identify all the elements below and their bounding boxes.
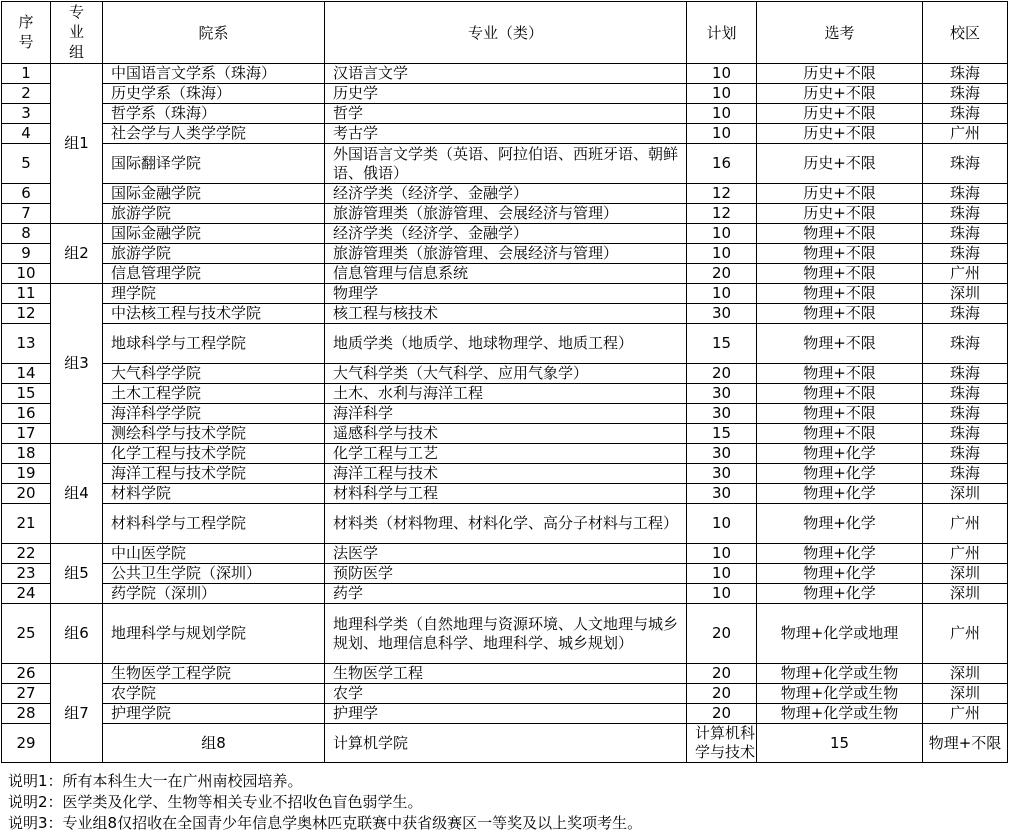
cell-seq: 9 bbox=[2, 244, 51, 264]
cell-seq: 17 bbox=[2, 424, 51, 444]
cell-campus: 珠海 bbox=[923, 424, 1008, 444]
cell-plan: 16 bbox=[687, 144, 757, 184]
cell-plan: 10 bbox=[687, 124, 757, 144]
cell-dept: 历史学系（珠海） bbox=[103, 84, 325, 104]
cell-major: 法医学 bbox=[325, 544, 687, 564]
cell-plan: 10 bbox=[687, 224, 757, 244]
cell-dept: 材料科学与工程学院 bbox=[103, 504, 325, 544]
cell-campus: 珠海 bbox=[923, 304, 1008, 324]
cell-subject: 物理+不限 bbox=[757, 304, 923, 324]
cell-seq: 23 bbox=[2, 564, 51, 584]
cell-major: 外国语言文学类（英语、阿拉伯语、西班牙语、朝鲜语、俄语） bbox=[325, 144, 687, 184]
cell-dept: 海洋科学学院 bbox=[103, 404, 325, 424]
cell-plan: 20 bbox=[687, 604, 757, 664]
cell-campus: 珠海 bbox=[923, 64, 1008, 84]
cell-subject: 物理+化学或地理 bbox=[757, 604, 923, 664]
header-major: 专业（类） bbox=[325, 2, 687, 64]
cell-group: 组1 bbox=[51, 64, 103, 224]
cell-campus: 珠海 bbox=[923, 324, 1008, 364]
cell-plan: 15 bbox=[687, 324, 757, 364]
cell-dept: 公共卫生学院（深圳） bbox=[103, 564, 325, 584]
cell-campus: 广州 bbox=[923, 604, 1008, 664]
cell-group: 组6 bbox=[51, 604, 103, 664]
cell-seq: 29 bbox=[2, 724, 51, 763]
cell-plan: 20 bbox=[687, 664, 757, 684]
cell-plan: 10 bbox=[687, 84, 757, 104]
cell-campus: 珠海 bbox=[923, 104, 1008, 124]
cell-subject: 历史+不限 bbox=[757, 124, 923, 144]
cell-dept: 社会学与人类学学院 bbox=[103, 124, 325, 144]
cell-dept: 海洋工程与技术学院 bbox=[103, 464, 325, 484]
cell-campus: 广州 bbox=[923, 504, 1008, 544]
cell-seq: 24 bbox=[2, 584, 51, 604]
cell-dept: 旅游学院 bbox=[103, 204, 325, 224]
cell-seq: 15 bbox=[2, 384, 51, 404]
table-row bbox=[2, 404, 1008, 424]
cell-dept: 信息管理学院 bbox=[103, 264, 325, 284]
cell-subject: 物理+不限 bbox=[757, 324, 923, 364]
cell-group: 组2 bbox=[51, 224, 103, 284]
cell-campus: 珠海 bbox=[923, 184, 1008, 204]
table-row bbox=[2, 224, 1008, 244]
table-body bbox=[2, 64, 1008, 763]
cell-dept: 材料学院 bbox=[103, 484, 325, 504]
cell-major: 化学工程与工艺 bbox=[325, 444, 687, 464]
cell-seq: 19 bbox=[2, 464, 51, 484]
cell-seq: 11 bbox=[2, 284, 51, 304]
cell-campus: 珠海 bbox=[923, 404, 1008, 424]
note-1: 说明1：所有本科生大一在广州南校园培养。 bbox=[8, 772, 303, 790]
cell-major: 生物医学工程 bbox=[325, 664, 687, 684]
table-row bbox=[2, 184, 1008, 204]
cell-plan: 10 bbox=[687, 544, 757, 564]
cell-subject: 历史+不限 bbox=[757, 184, 923, 204]
cell-subject: 物理+化学 bbox=[757, 464, 923, 484]
cell-subject: 物理+化学 bbox=[757, 484, 923, 504]
cell-seq: 28 bbox=[2, 704, 51, 724]
cell-dept: 生物医学工程学院 bbox=[103, 664, 325, 684]
cell-group: 组4 bbox=[51, 444, 103, 544]
cell-dept: 旅游学院 bbox=[103, 244, 325, 264]
cell-major: 药学 bbox=[325, 584, 687, 604]
cell-dept: 化学工程与技术学院 bbox=[103, 444, 325, 464]
cell-plan: 30 bbox=[687, 384, 757, 404]
cell-campus: 珠海 bbox=[923, 244, 1008, 264]
cell-major: 农学 bbox=[325, 684, 687, 704]
cell-major: 汉语言文学 bbox=[325, 64, 687, 84]
cell-subject: 物理+化学 bbox=[757, 564, 923, 584]
cell-major: 核工程与核技术 bbox=[325, 304, 687, 324]
cell-subject: 历史+不限 bbox=[757, 144, 923, 184]
cell-plan: 10 bbox=[687, 244, 757, 264]
table-row bbox=[2, 244, 1008, 264]
cell-subject: 物理+化学或生物 bbox=[757, 664, 923, 684]
cell-subject: 物理+不限 bbox=[757, 364, 923, 384]
table-row bbox=[2, 564, 1008, 584]
cell-plan: 10 bbox=[687, 104, 757, 124]
cell-plan: 30 bbox=[687, 484, 757, 504]
cell-major: 护理学 bbox=[325, 704, 687, 724]
cell-major: 旅游管理类（旅游管理、会展经济与管理） bbox=[325, 244, 687, 264]
cell-dept: 农学院 bbox=[103, 684, 325, 704]
cell-plan: 12 bbox=[687, 184, 757, 204]
cell-subject: 物理+化学或生物 bbox=[757, 684, 923, 704]
table-row bbox=[2, 704, 1008, 724]
table-row bbox=[2, 104, 1008, 124]
cell-plan: 20 bbox=[687, 704, 757, 724]
cell-major: 地质学类（地质学、地球物理学、地质工程） bbox=[325, 324, 687, 364]
table-row bbox=[2, 444, 1008, 464]
cell-seq: 26 bbox=[2, 664, 51, 684]
cell-dept: 地球科学与工程学院 bbox=[103, 324, 325, 364]
table-row bbox=[2, 664, 1008, 684]
cell-dept: 中国语言文学系（珠海） bbox=[103, 64, 325, 84]
cell-dept: 国际金融学院 bbox=[103, 224, 325, 244]
cell-plan: 15 bbox=[687, 424, 757, 444]
cell-campus: 珠海 bbox=[923, 144, 1008, 184]
cell-subject: 物理+不限 bbox=[757, 244, 923, 264]
table-row bbox=[2, 284, 1008, 304]
note-2: 说明2：医学类及化学、生物等相关专业不招收色盲色弱学生。 bbox=[8, 793, 423, 811]
cell-plan: 15 bbox=[757, 724, 923, 763]
cell-seq: 13 bbox=[2, 324, 51, 364]
cell-major: 旅游管理类（旅游管理、会展经济与管理） bbox=[325, 204, 687, 224]
cell-seq: 16 bbox=[2, 404, 51, 424]
cell-plan: 12 bbox=[687, 204, 757, 224]
cell-plan: 10 bbox=[687, 584, 757, 604]
cell-plan: 30 bbox=[687, 404, 757, 424]
cell-campus: 深圳 bbox=[923, 484, 1008, 504]
table-row bbox=[2, 424, 1008, 444]
cell-campus: 深圳 bbox=[923, 564, 1008, 584]
cell-seq: 12 bbox=[2, 304, 51, 324]
header-plan: 计划 bbox=[687, 2, 757, 64]
table-row bbox=[2, 144, 1008, 184]
table-row bbox=[2, 584, 1008, 604]
table-row bbox=[2, 464, 1008, 484]
cell-campus: 深圳 bbox=[923, 664, 1008, 684]
cell-dept: 测绘科学与技术学院 bbox=[103, 424, 325, 444]
cell-seq: 20 bbox=[2, 484, 51, 504]
table-row bbox=[2, 604, 1008, 664]
cell-subject: 物理+化学或生物 bbox=[757, 704, 923, 724]
cell-seq: 22 bbox=[2, 544, 51, 564]
cell-major: 历史学 bbox=[325, 84, 687, 104]
cell-group: 组5 bbox=[51, 544, 103, 604]
cell-seq: 7 bbox=[2, 204, 51, 224]
table-row bbox=[2, 124, 1008, 144]
cell-dept: 药学院（深圳） bbox=[103, 584, 325, 604]
cell-plan: 30 bbox=[687, 444, 757, 464]
table-row bbox=[2, 544, 1008, 564]
cell-campus: 珠海 bbox=[923, 384, 1008, 404]
table-row bbox=[2, 684, 1008, 704]
table-row bbox=[2, 84, 1008, 104]
table-row bbox=[2, 364, 1008, 384]
note-3: 说明3：专业组8仅招收在全国青少年信息学奥林匹克联赛中获省级赛区一等奖及以上奖项考生。 bbox=[8, 814, 643, 832]
cell-campus: 珠海 bbox=[923, 84, 1008, 104]
cell-dept: 中山医学院 bbox=[103, 544, 325, 564]
cell-seq: 21 bbox=[2, 504, 51, 544]
cell-major: 大气科学类（大气科学、应用气象学） bbox=[325, 364, 687, 384]
cell-subject: 物理+化学 bbox=[757, 444, 923, 464]
header-seq: 序号 bbox=[2, 2, 51, 64]
cell-seq: 8 bbox=[2, 224, 51, 244]
cell-seq: 3 bbox=[2, 104, 51, 124]
cell-subject: 历史+不限 bbox=[757, 64, 923, 84]
table-row bbox=[2, 324, 1008, 364]
cell-seq: 10 bbox=[2, 264, 51, 284]
header-group: 专业组 bbox=[51, 2, 103, 64]
admission-table bbox=[1, 1, 1008, 763]
table-row bbox=[2, 204, 1008, 224]
cell-campus: 广州 bbox=[923, 124, 1008, 144]
cell-dept: 哲学系（珠海） bbox=[103, 104, 325, 124]
cell-dept: 地理科学与规划学院 bbox=[103, 604, 325, 664]
cell-subject: 物理+不限 bbox=[923, 724, 1008, 763]
cell-plan: 10 bbox=[687, 284, 757, 304]
cell-major: 海洋科学 bbox=[325, 404, 687, 424]
header-dept: 院系 bbox=[103, 2, 325, 64]
table-row bbox=[2, 64, 1008, 84]
cell-seq: 1 bbox=[2, 64, 51, 84]
cell-campus: 珠海 bbox=[923, 444, 1008, 464]
cell-dept: 国际翻译学院 bbox=[103, 144, 325, 184]
cell-subject: 历史+不限 bbox=[757, 204, 923, 224]
cell-seq: 4 bbox=[2, 124, 51, 144]
cell-plan: 20 bbox=[687, 684, 757, 704]
cell-plan: 10 bbox=[687, 504, 757, 544]
cell-dept: 理学院 bbox=[103, 284, 325, 304]
cell-major: 计算机科学与技术 bbox=[687, 724, 757, 763]
cell-subject: 历史+不限 bbox=[757, 84, 923, 104]
cell-subject: 物理+不限 bbox=[757, 224, 923, 244]
cell-plan: 20 bbox=[687, 364, 757, 384]
cell-group: 组3 bbox=[51, 284, 103, 444]
table-row bbox=[2, 504, 1008, 544]
cell-major: 遥感科学与技术 bbox=[325, 424, 687, 444]
cell-campus: 深圳 bbox=[923, 284, 1008, 304]
cell-plan: 20 bbox=[687, 264, 757, 284]
cell-major: 哲学 bbox=[325, 104, 687, 124]
cell-campus: 珠海 bbox=[923, 464, 1008, 484]
cell-campus: 广州 bbox=[923, 544, 1008, 564]
cell-subject: 物理+不限 bbox=[757, 384, 923, 404]
cell-seq: 18 bbox=[2, 444, 51, 464]
cell-subject: 物理+不限 bbox=[757, 264, 923, 284]
table-row bbox=[2, 724, 1008, 763]
header-subject: 选考 bbox=[757, 2, 923, 64]
cell-major: 材料类（材料物理、材料化学、高分子材料与工程） bbox=[325, 504, 687, 544]
cell-seq: 2 bbox=[2, 84, 51, 104]
table-header-row bbox=[2, 2, 1008, 64]
cell-campus: 深圳 bbox=[923, 684, 1008, 704]
cell-subject: 物理+化学 bbox=[757, 544, 923, 564]
cell-major: 预防医学 bbox=[325, 564, 687, 584]
cell-campus: 珠海 bbox=[923, 204, 1008, 224]
cell-seq: 14 bbox=[2, 364, 51, 384]
cell-campus: 深圳 bbox=[923, 584, 1008, 604]
cell-seq: 27 bbox=[2, 684, 51, 704]
cell-seq: 25 bbox=[2, 604, 51, 664]
notes bbox=[8, 771, 642, 834]
cell-plan: 10 bbox=[687, 564, 757, 584]
cell-plan: 30 bbox=[687, 304, 757, 324]
cell-subject: 物理+化学 bbox=[757, 504, 923, 544]
cell-plan: 10 bbox=[687, 64, 757, 84]
cell-campus: 广州 bbox=[923, 264, 1008, 284]
cell-subject: 物理+不限 bbox=[757, 404, 923, 424]
cell-major: 物理学 bbox=[325, 284, 687, 304]
cell-dept: 计算机学院 bbox=[325, 724, 687, 763]
cell-major: 土木、水利与海洋工程 bbox=[325, 384, 687, 404]
cell-dept: 土木工程学院 bbox=[103, 384, 325, 404]
cell-major: 考古学 bbox=[325, 124, 687, 144]
cell-seq: 5 bbox=[2, 144, 51, 184]
table-row bbox=[2, 384, 1008, 404]
cell-major: 经济学类（经济学、金融学） bbox=[325, 224, 687, 244]
cell-major: 材料科学与工程 bbox=[325, 484, 687, 504]
table-row bbox=[2, 264, 1008, 284]
cell-subject: 物理+化学 bbox=[757, 584, 923, 604]
cell-dept: 中法核工程与技术学院 bbox=[103, 304, 325, 324]
cell-campus: 珠海 bbox=[923, 224, 1008, 244]
cell-dept: 护理学院 bbox=[103, 704, 325, 724]
cell-major: 海洋工程与技术 bbox=[325, 464, 687, 484]
cell-seq: 6 bbox=[2, 184, 51, 204]
header-campus: 校区 bbox=[923, 2, 1008, 64]
cell-major: 经济学类（经济学、金融学） bbox=[325, 184, 687, 204]
cell-campus: 珠海 bbox=[923, 364, 1008, 384]
cell-subject: 物理+不限 bbox=[757, 424, 923, 444]
cell-group: 组7 bbox=[51, 664, 103, 763]
table-row bbox=[2, 484, 1008, 504]
cell-major: 地理科学类（自然地理与资源环境、人文地理与城乡规划、地理信息科学、地理科学、城乡规划） bbox=[325, 604, 687, 664]
cell-subject: 物理+不限 bbox=[757, 284, 923, 304]
table-row bbox=[2, 304, 1008, 324]
cell-subject: 历史+不限 bbox=[757, 104, 923, 124]
cell-group: 组8 bbox=[103, 724, 325, 763]
cell-major: 信息管理与信息系统 bbox=[325, 264, 687, 284]
cell-plan: 30 bbox=[687, 464, 757, 484]
cell-dept: 国际金融学院 bbox=[103, 184, 325, 204]
cell-dept: 大气科学学院 bbox=[103, 364, 325, 384]
cell-campus: 广州 bbox=[923, 704, 1008, 724]
